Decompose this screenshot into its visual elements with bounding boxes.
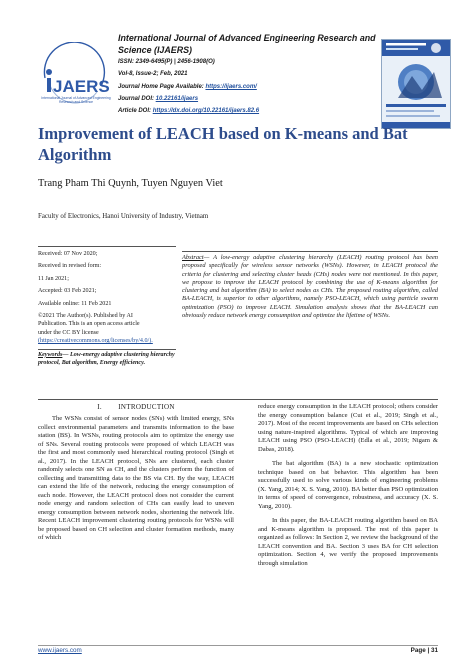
- section-rule: [38, 399, 438, 400]
- intro-paragraph-continued: reduce energy consumption in the LEACH protocol; others consider the energy consumption balance (Cui et al., 2019; Singh et al., 2017). Most of the recent improvements are based on CHs selection using nature-inspired algorithms. Typical of which are improving LEACH using PSO (PSO-LEACH) (Edla et al., 2019; Nigam & Dabas, 2018).: [258, 403, 438, 453]
- keywords-text: — Low-energy adaptive clustering hierarchy protocol, Bat algorithm, Energy efficiency.: [38, 351, 175, 367]
- license-link[interactable]: (https://creativecommons.org/licenses/by/4.0/).: [38, 338, 153, 345]
- keywords: [38, 351, 176, 368]
- journal-cover-thumbnail: [381, 39, 451, 129]
- journal-doi-line: [118, 95, 376, 103]
- online-date: Available online: 11 Feb 2021: [38, 300, 112, 307]
- abstract: [182, 251, 438, 320]
- abstract-label: Abstract: [182, 254, 204, 261]
- article-doi-link[interactable]: https://dx.doi.org/10.22161/ijaers.82.6: [152, 108, 260, 114]
- page-number: Page | 31: [410, 647, 438, 654]
- article-doi-line: [118, 107, 376, 115]
- article-info-box: [38, 246, 176, 367]
- license-line-3: under the CC BY license: [38, 329, 99, 336]
- intro-paragraph-outline: In this paper, the BA-LEACH routing algorithm based on BA and K-means algorithm is proposed. The rest of this paper is organized as follows: In Section 2, we review the background of the LEACH convention and BA. Section 3 uses BA for CH selection optimization. Section 4, we verify the proposed improvements through simulation: [258, 517, 438, 567]
- journal-doi-link[interactable]: 10.22161/ijaers: [155, 96, 199, 102]
- received-date: Received: 07 Nov 2020;: [38, 251, 98, 257]
- article-title: Improvement of LEACH based on K-means and Bat Algorithm: [38, 124, 408, 164]
- abstract-text: — A low-energy adaptive clustering hierarchy (LEACH) routing protocol has been proposed specifically for wireless sensor networks (WSNs). However, in LEACH protocol the criteria for clustering and selecting cluster heads (CHs) nodes were not mentioned. In this paper, we propose to improve the LEACH protocol by combining the use of K-means algorithm for clustering and bat algorithm (BA) to select nodes as CHs. The proposed routing algorithm, called BA-LEACH, is superior to other algorithms, namely PSO-LEACH, which using particle swarm optimization (PSO) to improve LEACH. Simulation analysis shows that the BA-LEACH can obviously reduce network energy consumption and optimize the lifetime of WSNs.: [182, 254, 438, 319]
- info-rule-top: [38, 246, 176, 247]
- volume-issue: Vol-8, Issue-2; Feb, 2021: [118, 71, 188, 77]
- logo-tagline: International Journal of Advanced Engineering Research and Science: [41, 96, 111, 104]
- revised-label: Received in revised form:: [38, 263, 102, 270]
- footer-rule: [38, 645, 438, 646]
- footer-website-link[interactable]: www.ijaers.com: [38, 647, 82, 654]
- intro-paragraph-bat: The bat algorithm (BA) is a new stochastic optimization technique based on bat behavior. This algorithm has been successfully used to solve various kinds of engineering problems (X. Yang, 2014; X. S. Yang, 2010). BA better than PSO optimization in terms of speed of convergence, robustness, and accuracy (X. S. Yang, 2010).: [258, 460, 438, 510]
- article-affiliation: Faculty of Electronics, Hanoi University of Industry, Vietnam: [38, 213, 209, 220]
- homepage-label: Journal Home Page Available:: [118, 84, 206, 90]
- homepage-link[interactable]: https://ijaers.com/: [205, 84, 257, 90]
- journal-doi-label: Journal DOI:: [118, 96, 156, 102]
- section-heading-introduction: I. INTRODUCTION: [97, 403, 175, 411]
- license-line-2: Publication. This is an open access article: [38, 321, 140, 328]
- journal-name: International Journal of Advanced Engineering Research and Science (IJAERS): [118, 33, 376, 55]
- revised-date: 11 Jan 2021;: [38, 275, 69, 282]
- issn: ISSN: 2349-6495(P) | 2456-1908(O): [118, 59, 215, 65]
- accepted-date: Accepted: 03 Feb 2021;: [38, 288, 97, 295]
- article-doi-label: Article DOI:: [118, 108, 153, 114]
- journal-logo: [35, 42, 115, 116]
- license-line-1: ©2021 The Author(s). Published by AI: [38, 313, 133, 320]
- body-column-left: [38, 415, 234, 543]
- logo-wordmark: JAERS: [53, 77, 110, 96]
- intro-paragraph-1: The WSNs consist of sensor nodes (SNs) with limited energy, SNs collect environmental parameters and transmits information to the base station (BS). In WSNs, routing protocols aim to optimize the energy use of SNs. Several routing protocols were proposed of which LEACH was the first and most commonly used hierarchical routing protocol (Singh et al., 2017). In the LEACH protocol, SNs are clustered, each cluster randomly selects one SN as CH, and the clusters perform the function of collecting and transmitting data to the BS via CH. By the way, LEACH can extend the life of the network, reducing the energy consumption of each node. However, the LEACH protocol does not consider the current node energy and random selection of CHs can easily lead to uneven energy consumption between network nodes, shortening the network life. Recent LEACH improvement clustering routing protocols for WSNs will be proposed based on CH selection and cluster formation methods, many of which: [38, 415, 234, 541]
- article-authors: Trang Pham Thi Quynh, Tuyen Nguyen Viet: [38, 178, 223, 189]
- body-column-right: [258, 403, 438, 568]
- homepage-line: [118, 83, 376, 91]
- info-rule-mid: [38, 349, 176, 350]
- keywords-label: Keywords: [38, 351, 63, 358]
